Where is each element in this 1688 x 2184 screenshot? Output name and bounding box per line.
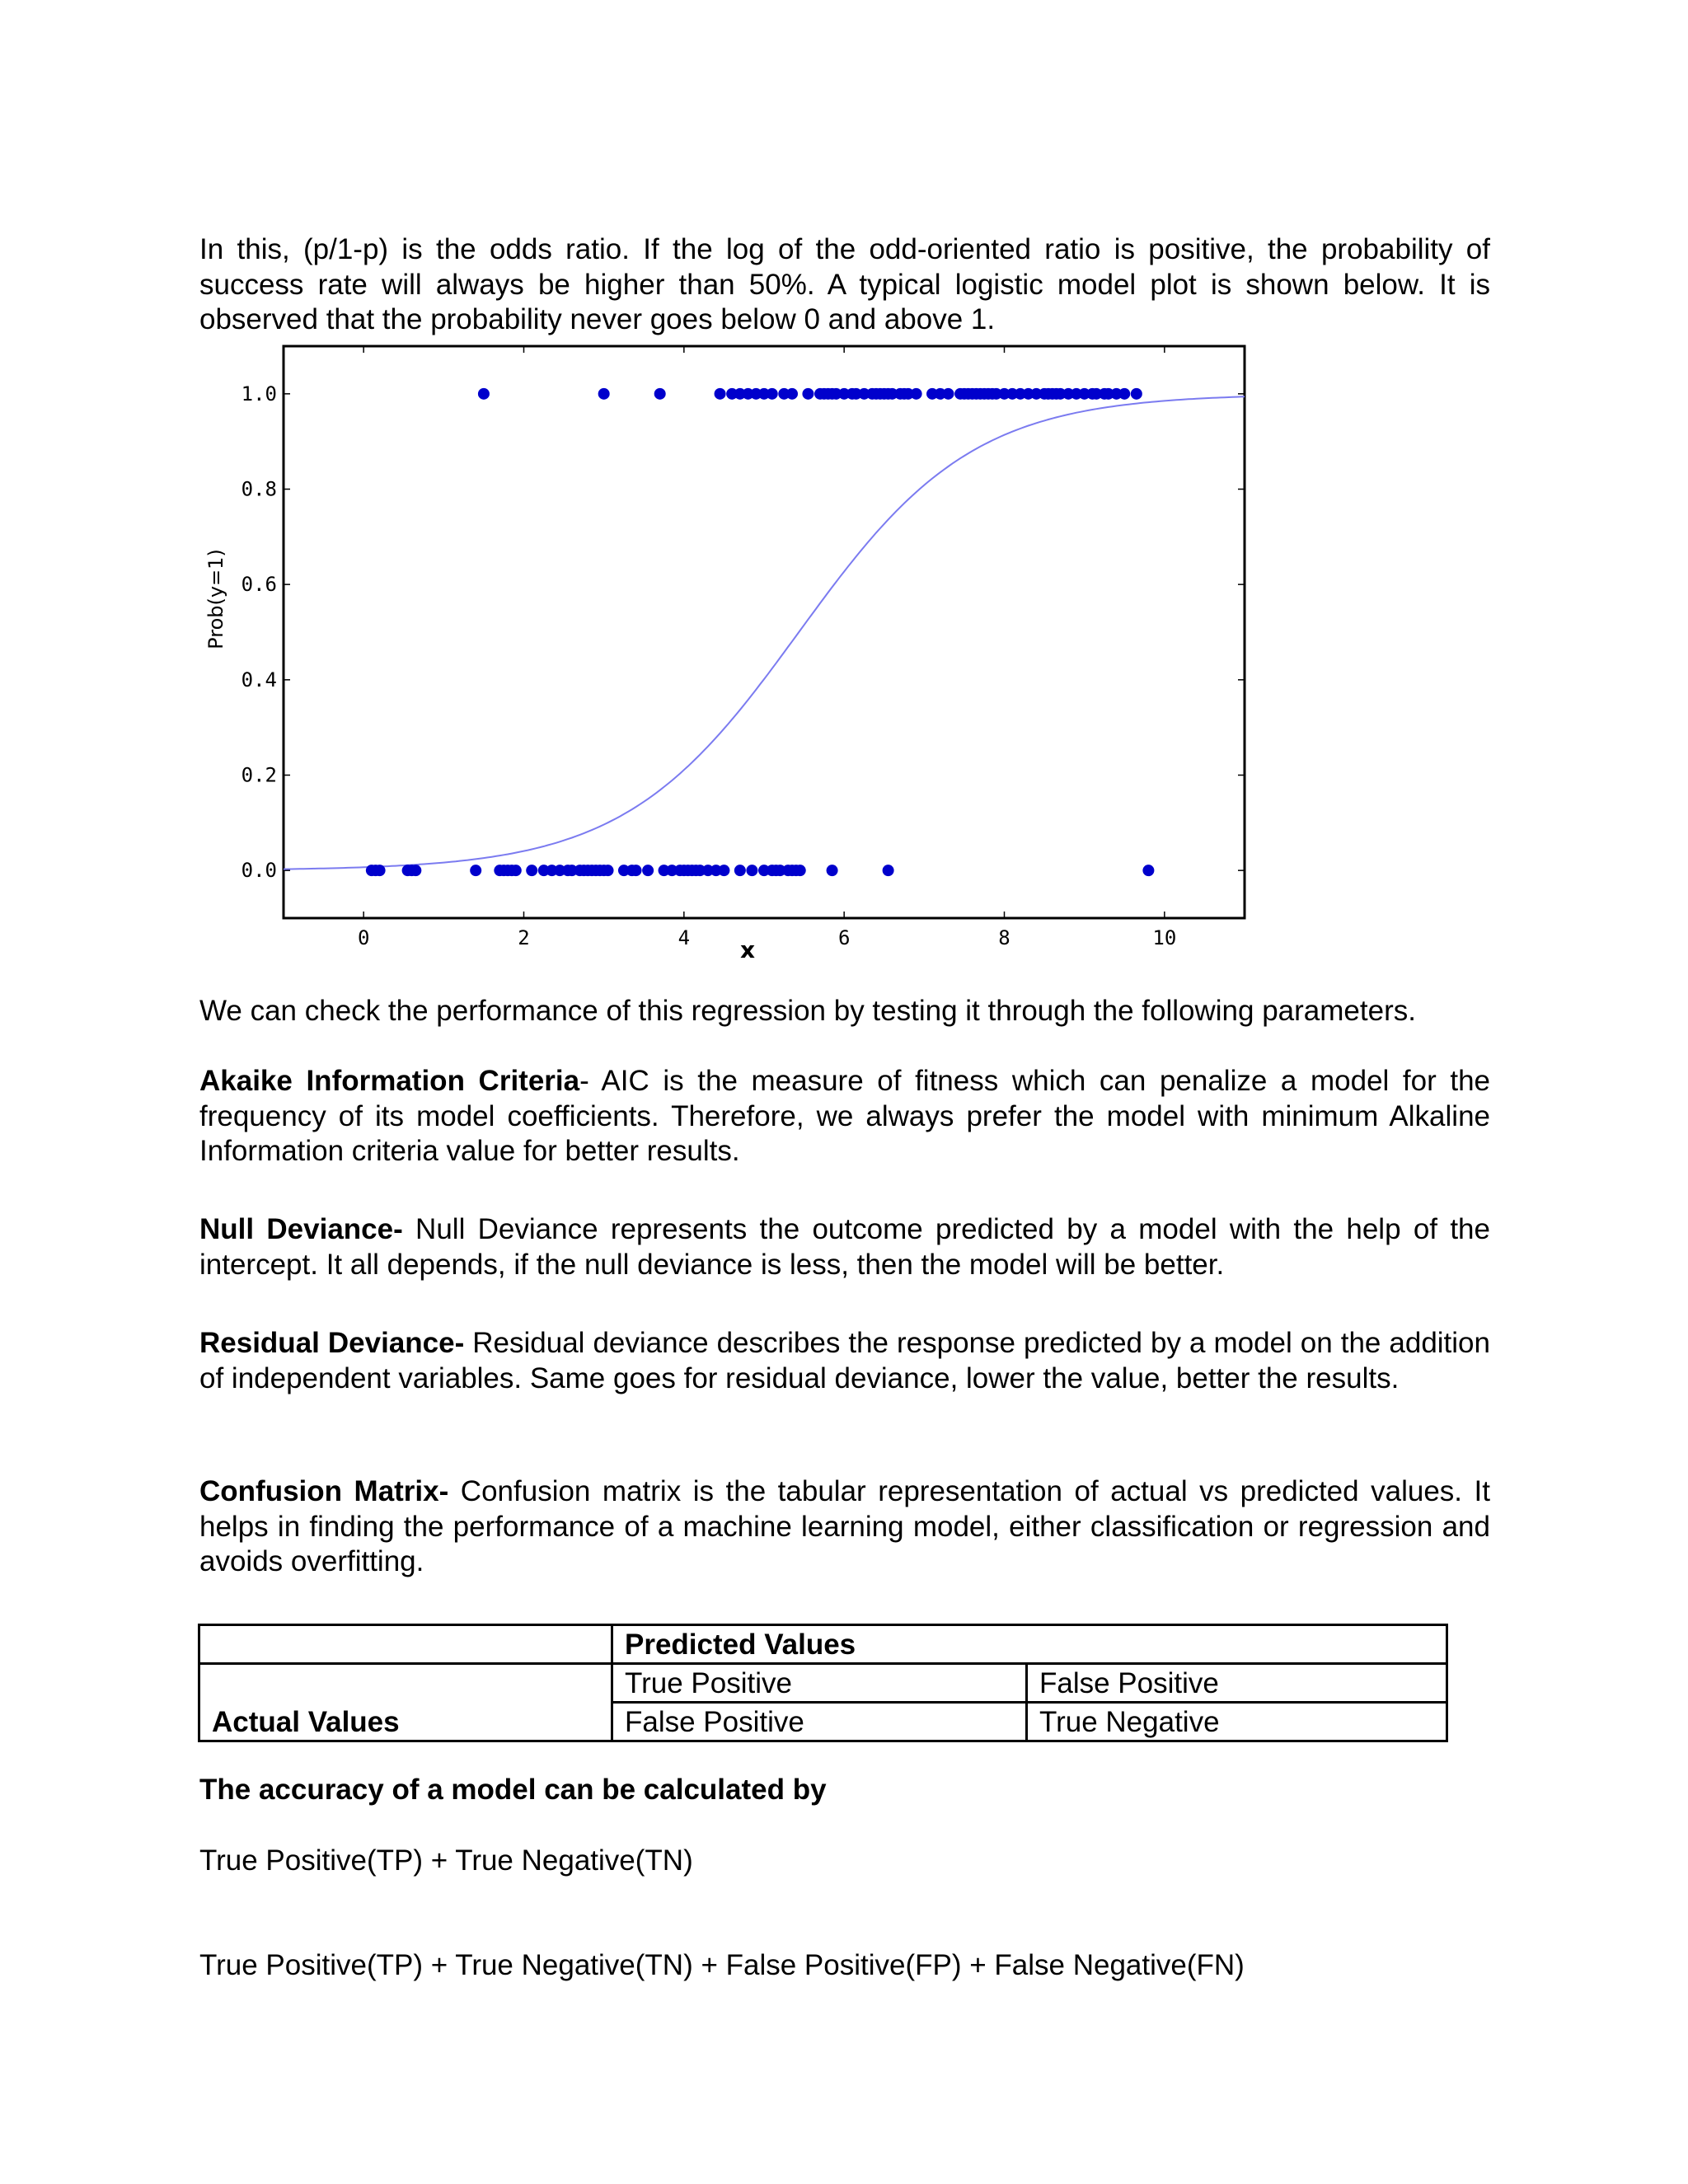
data-point xyxy=(598,388,610,400)
data-point xyxy=(767,388,778,400)
residual-deviance-term: Residual Deviance- xyxy=(199,1327,465,1359)
data-point xyxy=(631,865,642,876)
y-tick-label: 0.0 xyxy=(241,859,277,883)
null-deviance-text: Null Deviance represents the outcome predicted by a model with the help of the intercept. It all depends, if the null deviance is less, then the model will be better. xyxy=(199,1213,1490,1281)
table-cell: True Negative xyxy=(1027,1703,1447,1741)
x-tick-label: 0 xyxy=(357,926,370,949)
x-tick-label: 6 xyxy=(837,926,851,949)
x-axis-label: x xyxy=(739,936,756,959)
x-tick-label: 4 xyxy=(678,926,691,949)
data-point xyxy=(410,865,421,876)
accuracy-heading: The accuracy of a model can be calculated by xyxy=(199,1774,827,1806)
logistic-chart xyxy=(198,341,1253,959)
y-tick-label: 1.0 xyxy=(241,382,277,405)
data-point xyxy=(526,865,537,876)
table-row xyxy=(199,1625,1447,1664)
data-point xyxy=(942,388,954,400)
confusion-matrix-table xyxy=(198,1624,1448,1742)
y-tick-label: 0.4 xyxy=(241,668,277,691)
data-point xyxy=(1131,388,1142,400)
table-row xyxy=(199,1664,1447,1703)
aic-text: - AIC is the measure of fitness which can penalize a model for the frequency of its model coefficients. Therefore, we always prefer the model with minimum Alkaline Information criteria value for better results. xyxy=(199,1065,1491,1167)
data-point xyxy=(883,865,894,876)
table-cell: True Positive xyxy=(612,1664,1027,1703)
data-point xyxy=(470,865,481,876)
y-tick-label: 0.6 xyxy=(241,573,277,597)
data-point xyxy=(802,388,814,400)
null-deviance-term: Null Deviance- xyxy=(199,1213,403,1245)
table-cell: False Positive xyxy=(612,1703,1027,1741)
data-point xyxy=(603,865,614,876)
data-point xyxy=(478,388,490,400)
y-tick-label: 0.8 xyxy=(241,477,277,501)
x-tick-label: 8 xyxy=(998,926,1010,949)
data-point xyxy=(746,865,757,876)
actual-values-header: Actual Values xyxy=(199,1664,612,1741)
data-point xyxy=(654,388,666,400)
data-point xyxy=(718,865,729,876)
residual-deviance-paragraph xyxy=(199,1326,1490,1396)
data-point xyxy=(374,865,386,876)
data-point xyxy=(1142,865,1154,876)
performance-paragraph: We can check the performance of this regression by testing it through the following parameters. xyxy=(199,995,1416,1027)
data-point xyxy=(715,388,726,400)
data-point xyxy=(1118,388,1130,400)
aic-paragraph xyxy=(199,1064,1490,1169)
confusion-matrix-paragraph xyxy=(199,1474,1490,1580)
accuracy-denominator: True Positive(TP) + True Negative(TN) + False Positive(FP) + False Negative(FN) xyxy=(199,1949,1245,1981)
data-point xyxy=(734,865,746,876)
residual-deviance-text: Residual deviance describes the response predicted by a model on the addition of independent variables. Same goes for residual deviance, lower the value, better the results. xyxy=(199,1327,1490,1394)
accuracy-numerator: True Positive(TP) + True Negative(TN) xyxy=(199,1844,693,1877)
x-tick-label: 10 xyxy=(1152,926,1177,949)
aic-term: Akaike Information Criteria xyxy=(199,1065,580,1097)
y-tick-label: 0.2 xyxy=(241,763,277,787)
data-point xyxy=(786,388,798,400)
data-point xyxy=(510,865,522,876)
x-tick-label: 2 xyxy=(518,926,530,949)
y-axis-label: Prob(y=1) xyxy=(204,549,227,649)
null-deviance-paragraph xyxy=(199,1212,1490,1282)
table-cell: False Positive xyxy=(1027,1664,1447,1703)
confusion-matrix-text: Confusion matrix is the tabular representation of actual vs predicted values. It helps in finding the performance of a machine learning model, either classification or regression and avoids overfitting. xyxy=(199,1475,1490,1577)
data-point xyxy=(642,865,654,876)
plot-frame xyxy=(284,346,1245,918)
predicted-values-header: Predicted Values xyxy=(612,1625,1447,1664)
data-point xyxy=(795,865,806,876)
table-empty-cell xyxy=(199,1625,612,1664)
intro-paragraph: In this, (p/1-p) is the odds ratio. If the log of the odd-oriented ratio is positive, the probability of success rate will always be higher than 50%. A typical logistic model plot is shown below. It is observed that the probability never goes below 0 and above 1. xyxy=(199,233,1490,335)
confusion-matrix-term: Confusion Matrix- xyxy=(199,1475,449,1507)
data-point xyxy=(827,865,838,876)
data-point xyxy=(911,388,922,400)
